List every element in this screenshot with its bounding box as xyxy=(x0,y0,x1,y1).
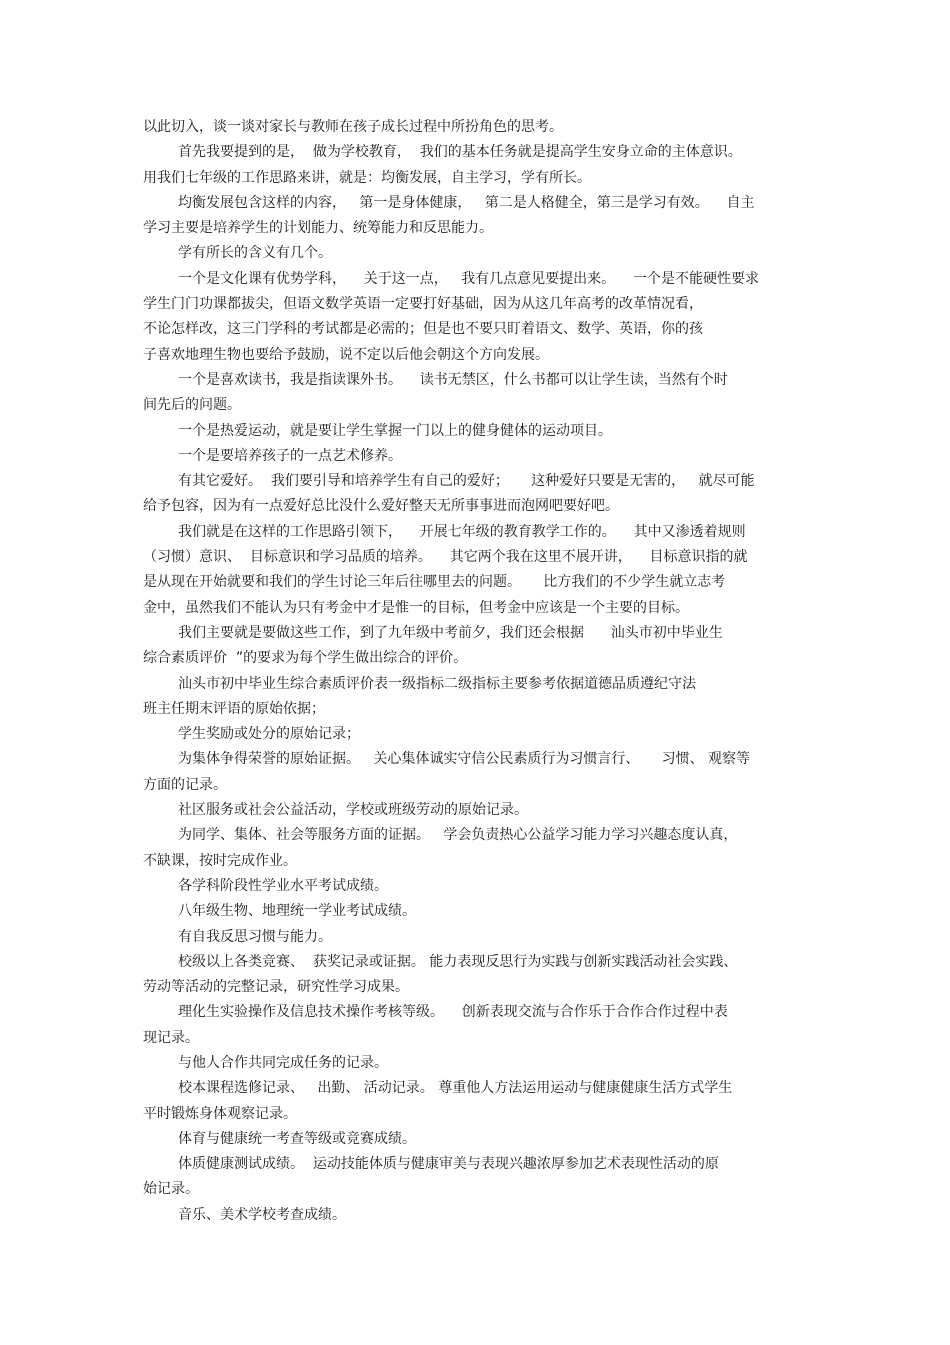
text-line: 一个是要培养孩子的一点艺术修养。 xyxy=(178,447,402,464)
text-line: 学有所长的含义有几个。 xyxy=(178,245,332,262)
text-line: 为同学、集体、社会等服务方面的证据。 学会负责热心公益学习能力学习兴趣态度认真， xyxy=(178,827,738,844)
text-line: 八年级生物、地理统一学业考试成绩。 xyxy=(178,903,416,920)
text-line: 班主任期末评语的原始依据； xyxy=(143,700,325,717)
text-line: 一个是热爱运动，就是要让学生掌握一门以上的健身健体的运动项目。 xyxy=(178,422,612,439)
text-line: 均衡发展包含这样的内容， 第一是身体健康， 第二是人格健全，第三是学习有效。 自主 xyxy=(178,194,755,211)
text-line: 有其它爱好。 我们要引导和培养学生有自己的爱好； 这种爱好只要是无害的， 就尽可能 xyxy=(178,473,755,490)
text-line: 综合素质评价 ”的要求为每个学生做出综合的评价。 xyxy=(143,650,468,667)
text-line: 现记录。 xyxy=(143,1029,199,1046)
text-line: 子喜欢地理生物也要给予鼓励，说不定以后他会朝这个方向发展。 xyxy=(143,346,549,363)
text-line: 各学科阶段性学业水平考试成绩。 xyxy=(178,877,388,894)
text-line: 一个是文化课有优势学科， 关于这一点， 我有几点意见要提出来。 一个是不能硬性要求 xyxy=(178,270,759,287)
text-line: 用我们七年级的工作思路来讲，就是：均衡发展，自主学习，学有所长。 xyxy=(143,169,591,186)
text-line: 校级以上各类竞赛、 获奖记录或证据。 能力表现反思行为实践与创新实践活动社会实践、 xyxy=(178,953,738,970)
text-line: 方面的记录。 xyxy=(143,776,227,793)
text-line: 与他人合作共同完成任务的记录。 xyxy=(178,1054,388,1071)
text-line: 劳动等活动的完整记录，研究性学习成果。 xyxy=(143,979,409,996)
text-line: 有自我反思习惯与能力。 xyxy=(178,928,332,945)
text-line: 金中，虽然我们不能认为只有考金中才是惟一的目标，但考金中应该是一个主要的目标。 xyxy=(143,599,689,616)
text-line: 汕头市初中毕业生综合素质评价表一级指标二级指标主要参考依据道德品质遵纪守法 xyxy=(178,675,696,692)
text-line: 校本课程选修记录、 出勤、 活动记录。 尊重他人方法运用运动与健康健康生活方式学生 xyxy=(178,1080,733,1097)
text-line: 不缺课，按时完成作业。 xyxy=(143,852,297,869)
text-line: 理化生实验操作及信息技术操作考核等级。 创新表现交流与合作乐于合作合作过程中表 xyxy=(178,1004,728,1021)
text-line: 是从现在开始就要和我们的学生讨论三年后往哪里去的问题。 比方我们的不少学生就立志考 xyxy=(143,574,726,591)
text-line: （习惯）意识、 目标意识和学习品质的培养。 其它两个我在这里不展开讲， 目标意识指的就 xyxy=(143,549,748,566)
text-line: 我们就是在这样的工作思路引领下， 开展七年级的教育教学工作的。 其中又渗透着规则 xyxy=(178,523,746,540)
text-line: 不论怎样改，这三门学科的考试都是必需的；但是也不要只盯着语文、数学、英语，你的孩 xyxy=(143,321,703,338)
text-line: 为集体争得荣誉的原始证据。 关心集体诚实守信公民素质行为习惯言行、 习惯、 观察等 xyxy=(178,751,751,768)
text-line: 体育与健康统一考查等级或竞赛成绩。 xyxy=(178,1130,416,1147)
text-line: 体质健康测试成绩。 运动技能体质与健康审美与表现兴趣浓厚参加艺术表现性活动的原 xyxy=(178,1156,719,1173)
text-line: 音乐、美术学校考查成绩。 xyxy=(178,1206,346,1223)
text-line: 首先我要提到的是， 做为学校教育， 我们的基本任务就是提高学生安身立命的主体意识。 xyxy=(178,144,742,161)
text-line: 以此切入，谈一谈对家长与教师在孩子成长过程中所扮角色的思考。 xyxy=(143,119,563,135)
text-line: 学习主要是培养学生的计划能力、统筹能力和反思能力。 xyxy=(143,220,493,237)
text-line: 始记录。 xyxy=(143,1181,199,1198)
text-line: 一个是喜欢读书，我是指读课外书。 读书无禁区，什么书都可以让学生读，当然有个时 xyxy=(178,371,728,388)
text-line: 给予包容，因为有一点爱好总比没什么爱好整天无所事事进而泡网吧要好吧。 xyxy=(143,498,619,515)
document-body xyxy=(143,115,808,1228)
text-line: 平时锻炼身体观察记录。 xyxy=(143,1105,297,1122)
text-line: 学生门门功课都拔尖，但语文数学英语一定要打好基础，因为从这几年高考的改革情况看， xyxy=(143,296,703,313)
text-line: 学生奖励或处分的原始记录； xyxy=(178,726,360,743)
text-line: 社区服务或社会公益活动，学校或班级劳动的原始记录。 xyxy=(178,802,528,819)
text-line: 间先后的问题。 xyxy=(143,397,241,414)
text-line: 我们主要就是要做这些工作，到了九年级中考前夕，我们还会根据 汕头市初中毕业生 xyxy=(178,624,723,641)
